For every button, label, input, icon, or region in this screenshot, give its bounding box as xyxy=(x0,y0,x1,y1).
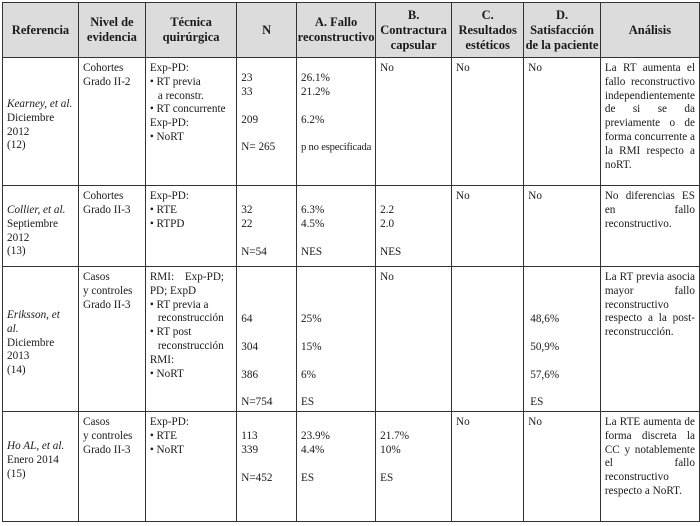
n-value: 64 xyxy=(241,313,253,325)
fallo-value: 23.9% xyxy=(301,430,330,442)
header-referencia: Referencia xyxy=(3,3,79,58)
n-value: 113 xyxy=(241,430,258,442)
satisfaccion-cell xyxy=(524,58,601,186)
contractura-cell xyxy=(376,186,452,267)
fallo-value: 15% xyxy=(301,340,322,353)
ref-date: Diciembre 2013 xyxy=(7,336,55,363)
contractura-significance: ES xyxy=(380,471,394,484)
table-row xyxy=(3,58,700,186)
technique-line: a reconstr. xyxy=(157,89,204,102)
ref-name: Eriksson, et al. xyxy=(7,309,60,335)
table-row xyxy=(3,186,700,267)
n-total: N=754 xyxy=(241,396,273,409)
ref-num: (13) xyxy=(7,245,26,258)
resultados-cell xyxy=(452,412,524,522)
n-value: 32 xyxy=(241,204,253,216)
reference-cell xyxy=(3,186,79,267)
contractura-value: 2.2 xyxy=(380,204,395,216)
fallo-significance: ES xyxy=(301,396,315,409)
analysis-text: No diferencias ES en fallo reconstructivo. xyxy=(604,190,695,230)
satisfaccion-value: 50,9% xyxy=(530,340,560,353)
header-fallo: A. Fallo reconstructivo xyxy=(297,3,376,58)
contractura-value: 21.7% xyxy=(380,430,410,442)
ref-date: Diciembre 2012 xyxy=(7,111,55,138)
technique-line: Exp-PD: xyxy=(149,117,189,130)
level-line: y controles xyxy=(82,429,133,442)
ref-date: Enero 2014 (15) xyxy=(7,453,59,480)
table-row xyxy=(3,267,700,412)
contractura-value: 2.0 xyxy=(380,217,395,230)
reference-cell xyxy=(3,267,79,412)
level-line: Cohortes xyxy=(82,190,124,202)
reference-cell xyxy=(3,412,79,522)
satisfaccion-value: 48,6% xyxy=(530,313,560,325)
ref-name: Kearney, et al. xyxy=(7,98,73,110)
n-total: N=452 xyxy=(241,471,273,484)
analysis-cell xyxy=(600,58,699,186)
header-n: N xyxy=(237,3,297,58)
level-line: y controles xyxy=(82,284,133,297)
satisfaccion-significance: ES xyxy=(530,396,544,409)
technique-cell xyxy=(145,412,236,522)
level-cell xyxy=(78,267,145,412)
technique-line: Exp-PD: xyxy=(149,190,189,202)
fallo-cell xyxy=(297,186,376,267)
level-line: Grado II-3 xyxy=(82,298,131,311)
contractura-cell xyxy=(376,58,452,186)
technique-line: Exp-PD: xyxy=(149,62,189,74)
technique-line: RMI: xyxy=(149,353,175,366)
technique-line: • NoRT xyxy=(149,443,184,456)
level-line: Grado II-3 xyxy=(82,443,131,456)
satisfaccion-value: No xyxy=(528,416,542,428)
resultados-value: No xyxy=(456,416,470,428)
resultados-value: No xyxy=(456,190,470,202)
technique-line: • RT concurrente xyxy=(149,103,226,116)
level-cell xyxy=(78,186,145,267)
level-line: Grado II-3 xyxy=(82,203,131,216)
satisfaccion-cell xyxy=(524,412,601,522)
header-nivel-evidencia: Nivel de evidencia xyxy=(78,3,145,58)
n-value: 33 xyxy=(241,85,253,98)
level-line: Grado II-2 xyxy=(82,75,131,88)
fallo-significance: p no especificada xyxy=(301,142,372,154)
table-row xyxy=(3,412,700,522)
technique-cell xyxy=(145,186,236,267)
technique-line: • RTE xyxy=(149,203,177,216)
analysis-text: La RT aumenta el fallo reconstructivo independientemente de si se da previamente o de forma concurrente a la RMI respecto a noRT. xyxy=(604,62,695,171)
resultados-cell xyxy=(452,58,524,186)
n-value: 23 xyxy=(241,72,253,84)
level-line: Casos xyxy=(82,271,110,283)
resultados-cell xyxy=(452,267,524,412)
n-total: N=54 xyxy=(241,245,267,258)
fallo-cell xyxy=(297,267,376,412)
header-satisfaccion: D. Satisfacción de la paciente xyxy=(524,3,601,58)
header-analisis: Análisis xyxy=(600,3,699,58)
n-value: 22 xyxy=(241,217,253,230)
fallo-cell xyxy=(297,412,376,522)
technique-line: • RT post xyxy=(149,326,192,339)
header-contractura: B. Contractura capsular xyxy=(376,3,452,58)
fallo-value: 21.2% xyxy=(301,85,330,98)
fallo-value: 26.1% xyxy=(301,72,330,84)
level-line: Casos xyxy=(82,416,110,428)
fallo-value: 6% xyxy=(301,368,316,381)
satisfaccion-cell xyxy=(524,186,601,267)
n-cell xyxy=(237,412,297,522)
analysis-cell xyxy=(600,267,699,412)
technique-line: • RTPD xyxy=(149,217,185,230)
reference-cell xyxy=(3,58,79,186)
fallo-value: 25% xyxy=(301,313,322,325)
n-cell xyxy=(237,58,297,186)
level-cell xyxy=(78,412,145,522)
technique-line: Exp-PD: xyxy=(149,416,189,428)
resultados-value xyxy=(452,267,523,271)
n-value: 209 xyxy=(241,113,259,126)
contractura-value: 10% xyxy=(380,443,401,456)
satisfaccion-value: 57,6% xyxy=(530,368,560,381)
technique-cell xyxy=(145,58,236,186)
n-value: 339 xyxy=(241,443,259,456)
n-cell xyxy=(237,267,297,412)
fallo-significance: NES xyxy=(301,245,323,258)
technique-line: • NoRT xyxy=(149,130,184,143)
ref-num: (14) xyxy=(7,364,26,377)
satisfaccion-cell xyxy=(524,267,601,412)
n-value: 304 xyxy=(241,340,259,353)
n-total: N= 265 xyxy=(241,141,276,154)
header-tecnica: Técnica quirúrgica xyxy=(145,3,236,58)
resultados-cell xyxy=(452,186,524,267)
technique-line: • RTE xyxy=(149,429,177,442)
studies-table xyxy=(2,2,700,522)
analysis-text: La RT previa asocia mayor fallo reconstructivo respecto a la post-reconstrucción. xyxy=(604,271,695,339)
analysis-cell xyxy=(600,412,699,522)
technique-line: reconstrucción xyxy=(157,312,224,325)
resultados-value: No xyxy=(456,62,470,74)
ref-date: Septiembre 2012 xyxy=(7,217,58,244)
fallo-value: 4.4% xyxy=(301,443,325,456)
technique-line: • RT previa a xyxy=(149,298,209,311)
analysis-cell xyxy=(600,186,699,267)
ref-num: (12) xyxy=(7,139,26,152)
technique-line: reconstrucción xyxy=(157,339,224,352)
fallo-cell xyxy=(297,58,376,186)
header-resultados: C. Resultados estéticos xyxy=(452,3,524,58)
analysis-text: La RTE aumenta de forma discreta la CC y notablemente el fallo reconstructivo respecto a NoRT. xyxy=(604,416,695,497)
n-value: 386 xyxy=(241,368,259,381)
ref-name: Collier, et al. xyxy=(7,204,66,216)
fallo-value: 4.5% xyxy=(301,217,325,230)
technique-cell xyxy=(145,267,236,412)
fallo-significance: ES xyxy=(301,471,315,484)
contractura-value: No xyxy=(380,62,394,74)
contractura-cell xyxy=(376,412,452,522)
header-row xyxy=(3,3,700,58)
technique-line: PD; ExpD xyxy=(149,284,197,297)
technique-line: • RT previa xyxy=(149,75,201,88)
fallo-value: 6.3% xyxy=(301,204,325,216)
contractura-value: No xyxy=(380,271,394,283)
fallo-value: 6.2% xyxy=(301,113,325,126)
level-line: Cohortes xyxy=(82,62,124,74)
satisfaccion-value: No xyxy=(528,62,542,74)
technique-line: RMI: Exp-PD; xyxy=(149,271,225,283)
technique-line: • NoRT xyxy=(149,367,184,380)
ref-name: Ho AL, et al. xyxy=(7,440,65,452)
contractura-cell xyxy=(376,267,452,412)
contractura-significance: NES xyxy=(380,245,402,258)
satisfaccion-value: No xyxy=(528,190,542,202)
n-cell xyxy=(237,186,297,267)
level-cell xyxy=(78,58,145,186)
